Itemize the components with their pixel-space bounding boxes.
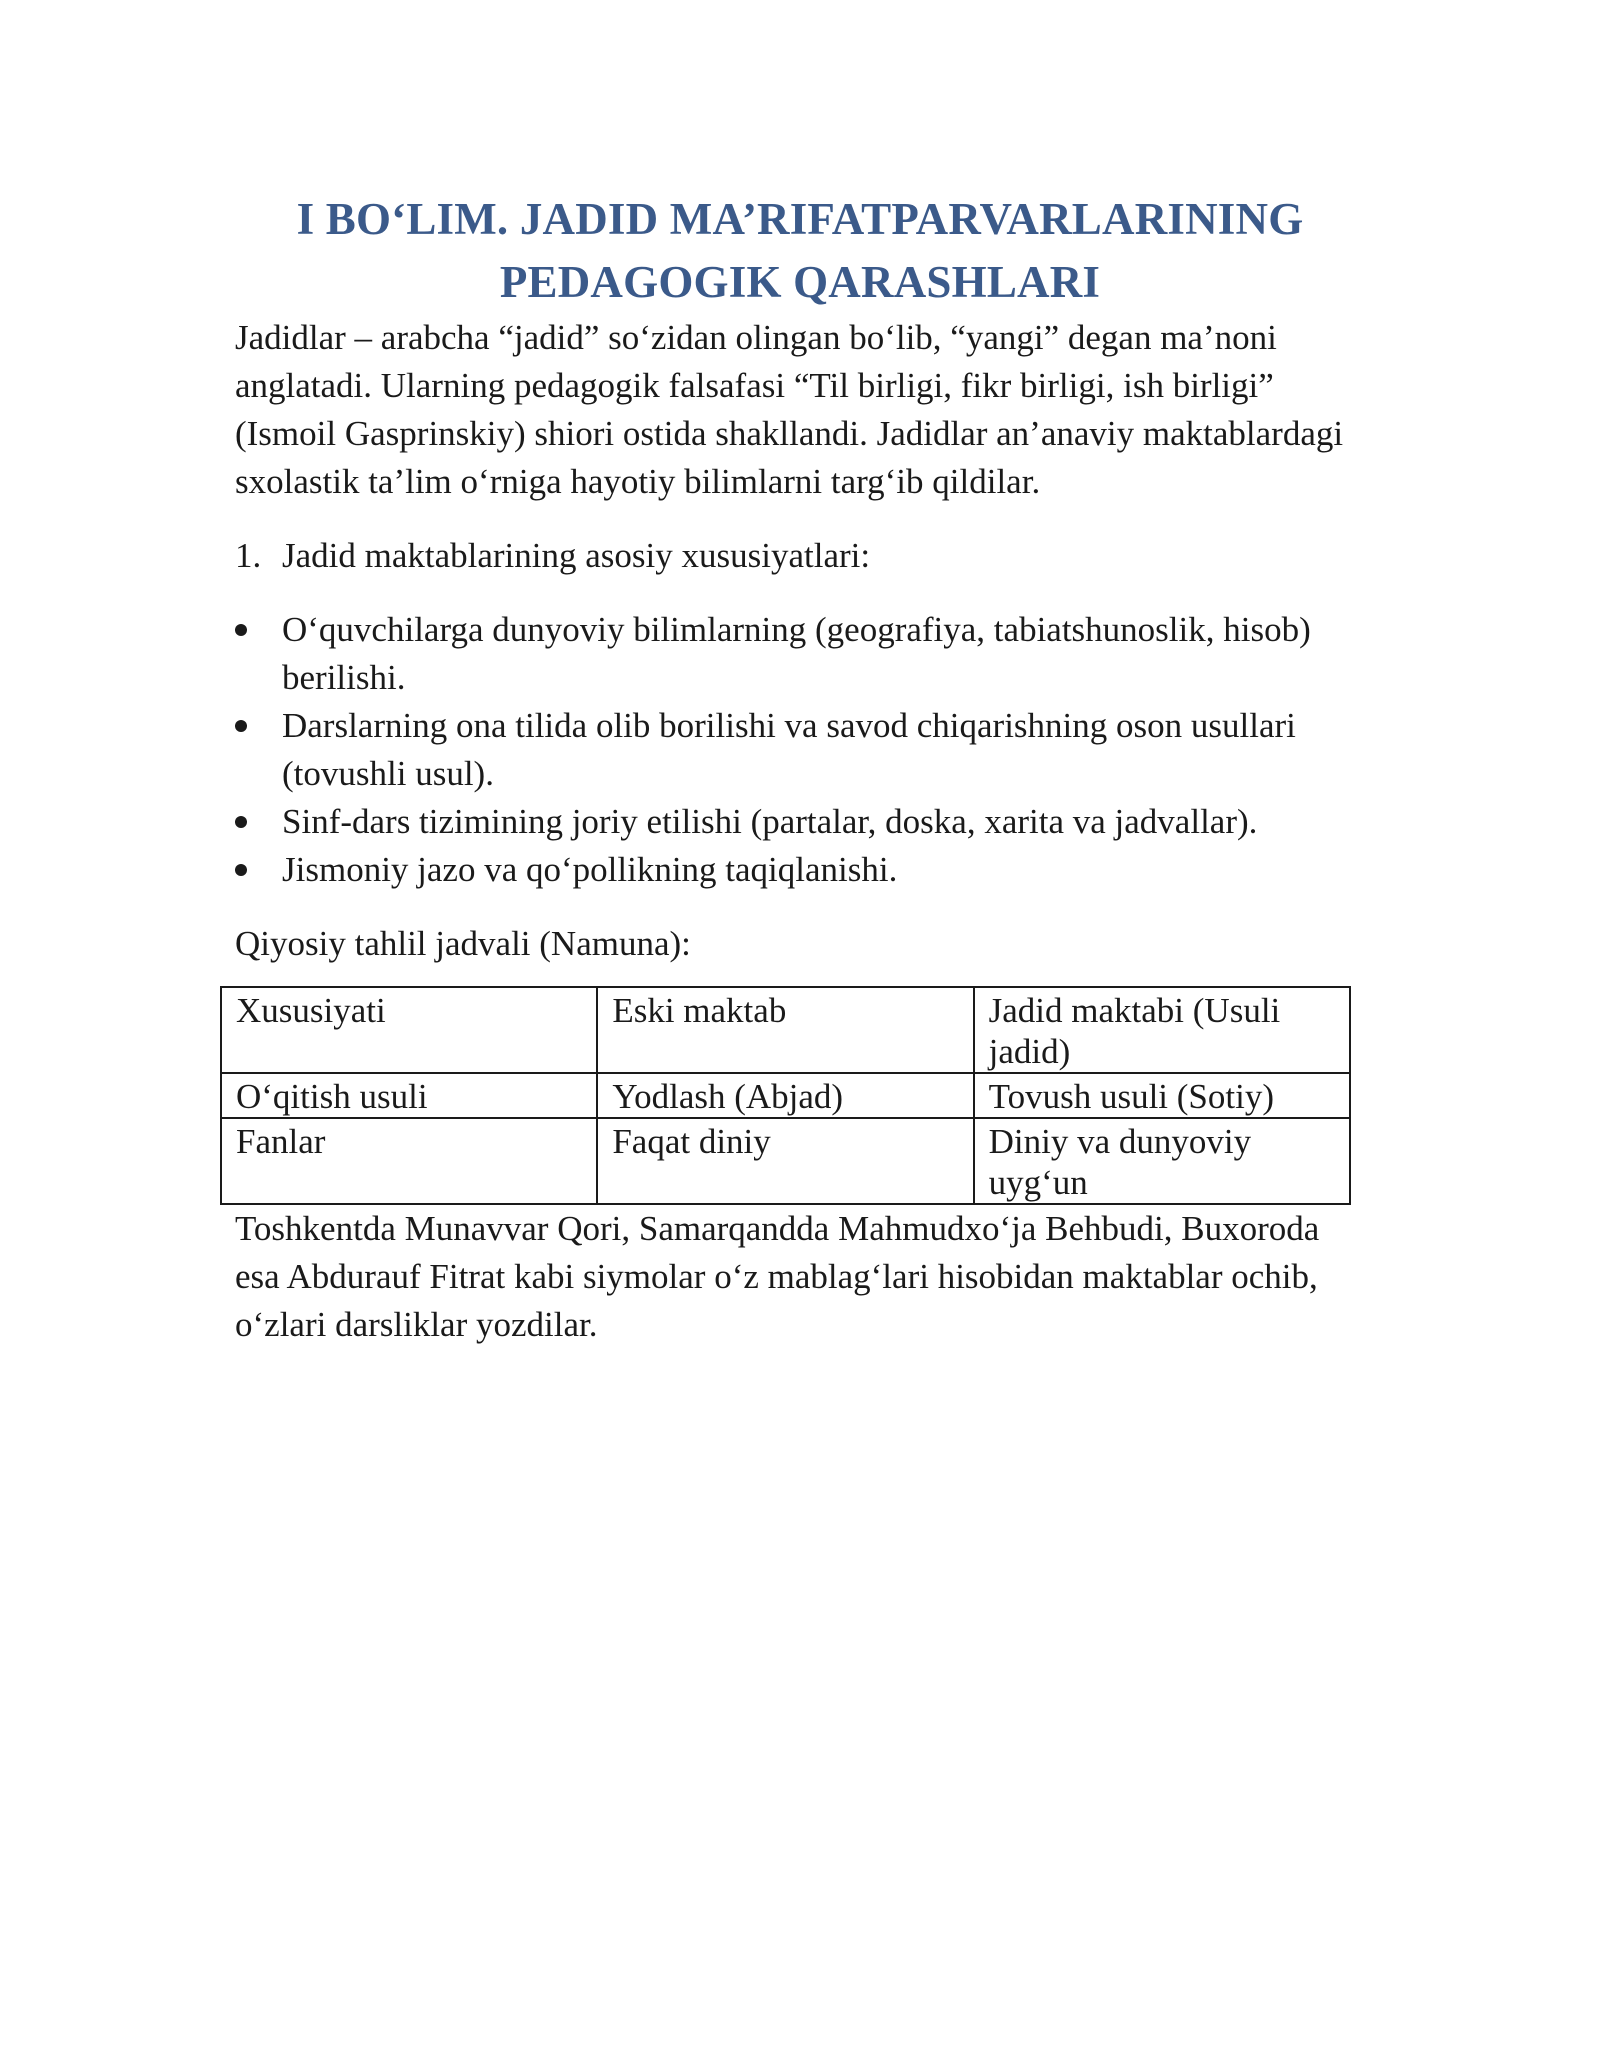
table-cell: Yodlash (Abjad) xyxy=(597,1073,973,1118)
bullet-item xyxy=(235,846,1365,894)
bullet-text: Jismoniy jazo va qo‘pollikning taqiqlanishi. xyxy=(282,850,898,889)
bullet-text: Sinf-dars tizimining joriy etilishi (partalar, doska, xarita va jadvallar). xyxy=(282,802,1258,841)
bullet-text: Darslarning ona tilida olib borilishi va savod chiqarishning oson usullari (tovushli usul). xyxy=(282,706,1296,793)
bullet-icon xyxy=(235,624,247,636)
bullet-icon xyxy=(235,816,247,828)
table-cell: Faqat diniy xyxy=(597,1118,973,1204)
table-cell: Diniy va dunyoviy uyg‘un xyxy=(974,1118,1350,1204)
list-item-text: Jadid maktablarining asosiy xususiyatlari: xyxy=(282,536,871,575)
intro-paragraph: Jadidlar – arabcha “jadid” so‘zidan olingan bo‘lib, “yangi” degan ma’noni anglatadi. Ularning pedagogik falsafasi “Til birligi, fikr birligi, ish birligi” (Ismoil Gasprinskiy) shiori ostida shakllandi. Jadidlar an’anaviy maktablardagi sxolastik ta’lim o‘rniga hayotiy bilimlarni targ‘ib qildilar. xyxy=(235,318,1344,501)
table-cell: Tovush usuli (Sotiy) xyxy=(974,1073,1350,1118)
table-cell: O‘qitish usuli xyxy=(221,1073,597,1118)
section-title-line-1: I BO‘LIM. JADID MA’RIFATPARVARLARINING xyxy=(296,194,1304,244)
section-title xyxy=(235,188,1365,314)
bullet-item xyxy=(235,702,1365,798)
document-page xyxy=(235,188,1365,1349)
table-cell: Fanlar xyxy=(221,1118,597,1204)
closing-paragraph: Toshkentda Munavvar Qori, Samarqandda Mahmudxo‘ja Behbudi, Buxoroda esa Abdurauf Fitrat kabi siymolar o‘z mablag‘lari hisobidan maktablar ochib, o‘zlari darsliklar yozdilar. xyxy=(235,1209,1320,1344)
bullet-icon xyxy=(235,864,247,876)
table-cell: Jadid maktabi (Usuli jadid) xyxy=(974,987,1350,1073)
table-cell: Eski maktab xyxy=(597,987,973,1073)
numbered-list xyxy=(235,532,1365,580)
bullet-list xyxy=(235,606,1365,894)
bullet-item xyxy=(235,606,1365,702)
table-cell: Xususiyati xyxy=(221,987,597,1073)
table-caption: Qiyosiy tahlil jadvali (Namuna): xyxy=(235,924,691,963)
comparison-table xyxy=(220,986,1351,1205)
numbered-list-item xyxy=(235,532,1365,580)
bullet-item xyxy=(235,798,1365,846)
table-row xyxy=(221,987,1350,1073)
bullet-icon xyxy=(235,720,247,732)
list-number: 1. xyxy=(235,536,262,575)
table-row xyxy=(221,1118,1350,1204)
bullet-text: O‘quvchilarga dunyoviy bilimlarning (geografiya, tabiatshunoslik, hisob) berilishi. xyxy=(282,610,1311,697)
table-row xyxy=(221,1073,1350,1118)
section-title-line-2: PEDAGOGIK QARASHLARI xyxy=(499,257,1101,307)
